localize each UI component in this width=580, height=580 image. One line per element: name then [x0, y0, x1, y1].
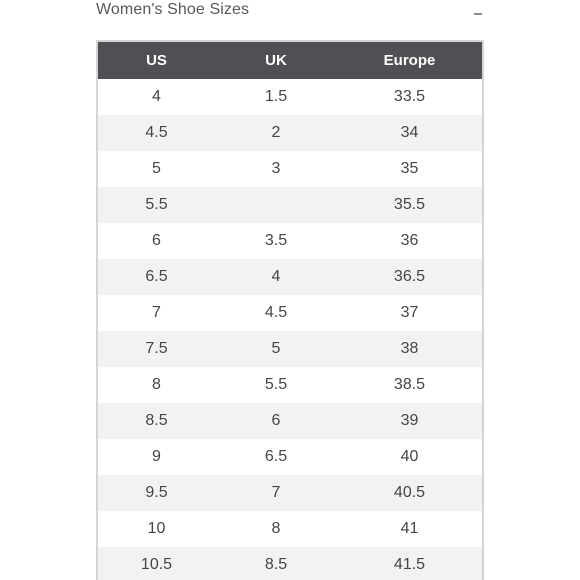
- cell-europe: 40: [337, 439, 482, 475]
- table-row: [98, 115, 482, 151]
- table-row: [98, 259, 482, 295]
- cell-europe: 40.5: [337, 475, 482, 511]
- cell-uk: 3: [215, 151, 337, 187]
- cell-uk: 5: [215, 331, 337, 367]
- cell-uk: 4.5: [215, 295, 337, 331]
- cell-us: 7: [98, 295, 215, 331]
- table-header: [98, 42, 482, 79]
- cell-europe: 41: [337, 511, 482, 547]
- table-row: [98, 511, 482, 547]
- cell-europe: 37: [337, 295, 482, 331]
- cell-us: 10: [98, 511, 215, 547]
- cell-europe: 39: [337, 403, 482, 439]
- table-row: [98, 547, 482, 580]
- cell-uk: [215, 187, 337, 223]
- cell-europe: 33.5: [337, 79, 482, 115]
- column-header-europe: Europe: [337, 42, 482, 79]
- cell-us: 4: [98, 79, 215, 115]
- table-row: [98, 151, 482, 187]
- table-body: [98, 79, 482, 580]
- section-title: Women's Shoe Sizes: [96, 1, 250, 18]
- cell-us: 10.5: [98, 547, 215, 580]
- cell-us: 9: [98, 439, 215, 475]
- cell-us: 9.5: [98, 475, 215, 511]
- size-chart-table: [96, 40, 484, 580]
- cell-uk: 6: [215, 403, 337, 439]
- section-header[interactable]: [96, 0, 486, 24]
- cell-us: 8.5: [98, 403, 215, 439]
- table-row: [98, 439, 482, 475]
- cell-europe: 38: [337, 331, 482, 367]
- cell-uk: 6.5: [215, 439, 337, 475]
- cell-uk: 1.5: [215, 79, 337, 115]
- minus-icon[interactable]: [474, 13, 482, 15]
- table-row: [98, 295, 482, 331]
- cell-europe: 41.5: [337, 547, 482, 580]
- cell-uk: 4: [215, 259, 337, 295]
- cell-europe: 36: [337, 223, 482, 259]
- cell-europe: 35: [337, 151, 482, 187]
- table-row: [98, 223, 482, 259]
- cell-us: 5.5: [98, 187, 215, 223]
- cell-us: 8: [98, 367, 215, 403]
- cell-uk: 5.5: [215, 367, 337, 403]
- table-row: [98, 367, 482, 403]
- cell-europe: 38.5: [337, 367, 482, 403]
- cell-uk: 8: [215, 511, 337, 547]
- cell-europe: 35.5: [337, 187, 482, 223]
- table-row: [98, 331, 482, 367]
- cell-uk: 8.5: [215, 547, 337, 580]
- table-row: [98, 403, 482, 439]
- cell-uk: 2: [215, 115, 337, 151]
- cell-us: 6: [98, 223, 215, 259]
- cell-us: 5: [98, 151, 215, 187]
- column-header-us: US: [98, 42, 215, 79]
- cell-europe: 34: [337, 115, 482, 151]
- cell-us: 7.5: [98, 331, 215, 367]
- column-header-uk: UK: [215, 42, 337, 79]
- table-row: [98, 79, 482, 115]
- cell-uk: 3.5: [215, 223, 337, 259]
- cell-uk: 7: [215, 475, 337, 511]
- table-row: [98, 187, 482, 223]
- cell-europe: 36.5: [337, 259, 482, 295]
- table-row: [98, 475, 482, 511]
- cell-us: 4.5: [98, 115, 215, 151]
- cell-us: 6.5: [98, 259, 215, 295]
